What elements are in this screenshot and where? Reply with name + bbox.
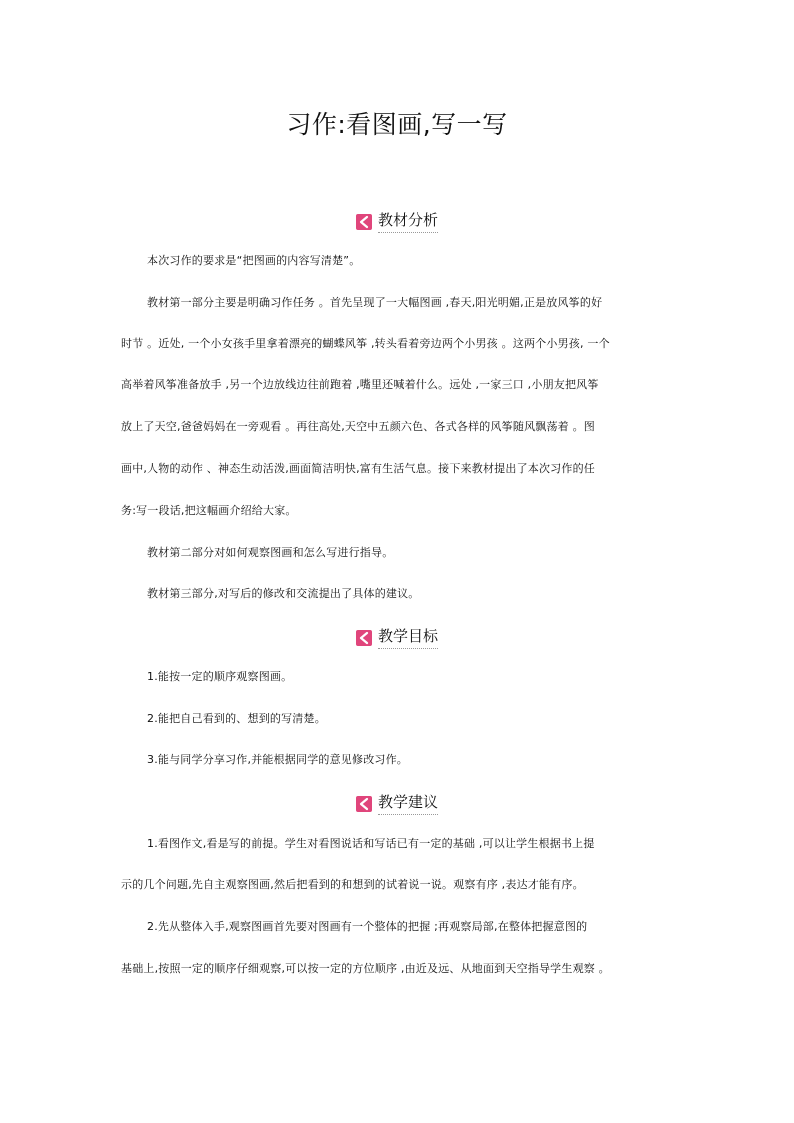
paragraph-line: 高举着风筝准备放手 ,另一个边放线边往前跑着 ,嘴里还喊着什么。远处 ,一家三口 ,小朋友把风筝 — [121, 378, 599, 391]
bookmark-icon — [356, 796, 372, 812]
paragraph-line: 本次习作的要求是“把图画的内容写清楚”。 — [147, 254, 361, 267]
paragraph-line: 时节 。近处, 一个小女孩手里拿着漂亮的蝴蝶风筝 ,转头看着旁边两个小男孩 。这两个小男孩, 一个 — [121, 337, 610, 350]
bookmark-icon — [356, 214, 372, 230]
section-heading-goals — [0, 626, 794, 649]
document-title: 习作:看图画,写一写 — [286, 110, 508, 139]
list-item: 1.能按一定的顺序观察图画。 — [147, 670, 293, 683]
paragraph-line: 教材第二部分对如何观察图画和怎么写进行指导。 — [147, 546, 394, 559]
list-item: 3.能与同学分享习作,并能根据同学的意见修改习作。 — [147, 753, 408, 766]
section-heading-text: 教学建议 — [378, 792, 438, 815]
paragraph-line: 教材第三部分,对写后的修改和交流提出了具体的建议。 — [147, 587, 420, 600]
section-heading-suggestions — [0, 792, 794, 815]
paragraph-line: 放上了天空,爸爸妈妈在一旁观看 。再往高处,天空中五颜六色、各式各样的风筝随风飘荡着 。图 — [121, 420, 595, 433]
bookmark-icon — [356, 630, 372, 646]
paragraph-line: 2.先从整体入手,观察图画首先要对图画有一个整体的把握 ;再观察局部,在整体把握意图的 — [147, 920, 588, 933]
paragraph-line: 示的几个问题,先自主观察图画,然后把看到的和想到的试着说一说。观察有序 ,表达才能有序。 — [121, 878, 584, 891]
paragraph-line: 务:写一段话,把这幅画介绍给大家。 — [121, 504, 297, 517]
paragraph-line: 画中,人物的动作 、神态生动活泼,画面简洁明快,富有生活气息。接下来教材提出了本次习作的任 — [121, 462, 595, 475]
paragraph-line: 1.看图作文,看是写的前提。学生对看图说话和写话已有一定的基础 ,可以让学生根据书上提 — [147, 837, 595, 850]
paragraph-line: 基础上,按照一定的顺序仔细观察,可以按一定的方位顺序 ,由近及远、从地面到天空指导学生观察 。 — [121, 962, 610, 975]
section-heading-text: 教材分析 — [378, 210, 438, 233]
section-heading-analysis — [0, 210, 794, 233]
list-item: 2.能把自己看到的、想到的写清楚。 — [147, 712, 326, 725]
paragraph-line: 教材第一部分主要是明确习作任务 。首先呈现了一大幅图画 ,春天,阳光明媚,正是放风筝的好 — [147, 296, 603, 309]
section-heading-text: 教学目标 — [378, 626, 438, 649]
